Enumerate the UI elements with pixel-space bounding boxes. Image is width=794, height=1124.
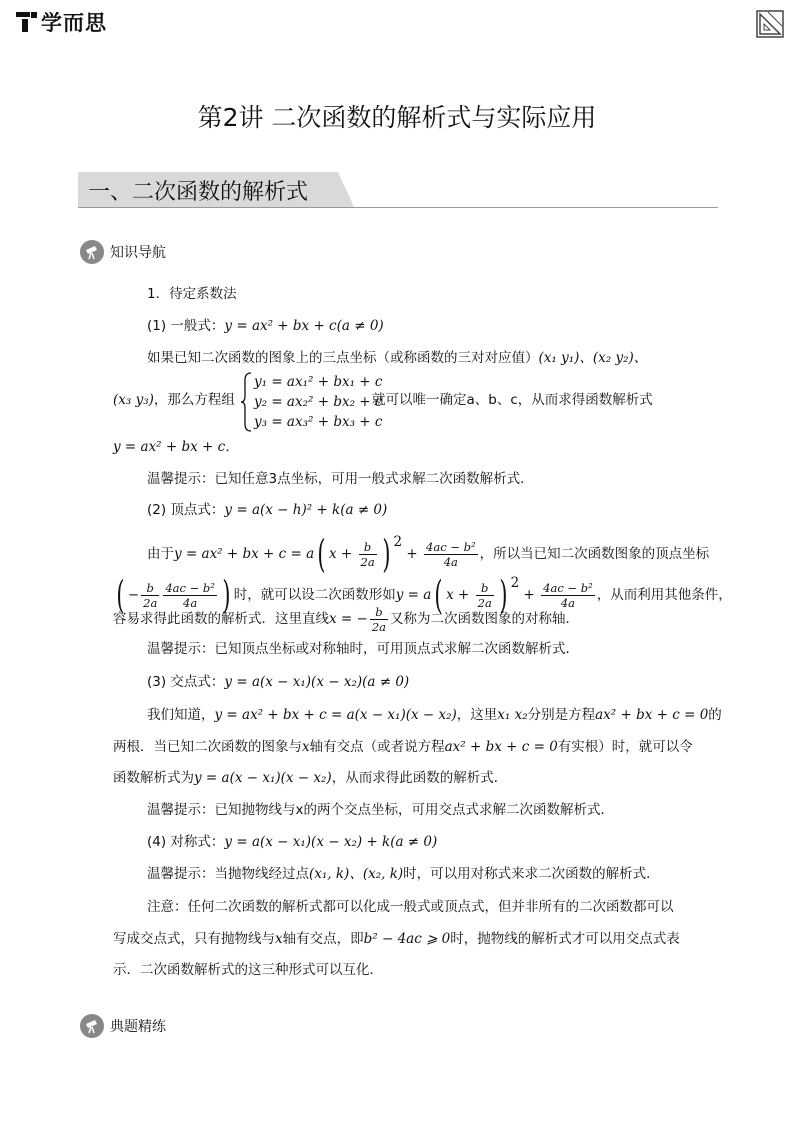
intercept-text-e: 两根．当已知二次函数的图象与 [113, 739, 302, 755]
knowledge-nav-header [80, 240, 166, 264]
corner-ruler-icon [756, 10, 784, 42]
intercept-text-c: 分别是方程 [527, 707, 596, 723]
intercept-form-line [147, 672, 409, 692]
general-form-para-2 [113, 390, 235, 410]
axis-text-prefix: 容易求得此函数的解析式．这里直线 [113, 611, 329, 627]
note-2-b: 轴有交点，即 [282, 931, 364, 947]
vertex-coordinate-suffix: ，从而利用其他条件， [596, 587, 732, 603]
intercept-text-f: 轴有交点（或者说方程 [309, 739, 445, 755]
symmetric-form-formula: y = a(x − x₁)(x − x₂) + k(a ≠ 0) [224, 834, 438, 850]
note-line-3: 示．二次函数解析式的这三种形式可以互化． [113, 962, 383, 978]
section-heading-bar [78, 170, 718, 210]
point-3: (x₃ y₃) [113, 392, 154, 408]
intercept-formula-b: y = a(x − x₁)(x − x₂) [194, 770, 332, 786]
vertex-form-label: (2) 顶点式： [147, 502, 225, 518]
intercept-form-label: (3) 交点式： [147, 674, 225, 690]
tip-2: 温馨提示：已知顶点坐标或对称轴时，可用顶点式求解二次函数解析式． [147, 641, 579, 657]
tip-4-prefix: 温馨提示：当抛物线经过点 [147, 866, 309, 882]
system-conclusion: 就可以唯一确定a、b、c，从而求得函数解析式 [372, 392, 653, 408]
item-1-heading: 1．待定系数法 [147, 286, 237, 302]
system-eq-1: y₁ = ax₁² + bx₁ + c [254, 374, 383, 390]
tip-4 [147, 864, 660, 884]
intercept-text-b: ，这里 [456, 707, 498, 723]
x-axis-var: x [302, 739, 310, 755]
intercept-formula-a: y = ax² + bx + c = a(x − x₁)(x − x₂) [214, 707, 457, 723]
brand-mark-icon [16, 10, 38, 34]
brand-logo [16, 8, 107, 36]
vertex-derivation: 由于y = ax² + bx + c = a( x + $\frac{b}{2a}$ ) $^2$ + $\frac{\text{4ac − b²}}{4a}$ ，所以当已知二次函数图象的顶点坐标 [147, 532, 710, 576]
axis-of-symmetry-line: 容易求得此函数的解析式．这里直线x = − $\frac{b}{2a}$ 又称为二次函数图象的对称轴． [113, 604, 580, 634]
examples-header [80, 1014, 166, 1038]
vertex-coordinate-text: 时，就可以设二次函数形如 [233, 587, 396, 603]
system-eq-2: y₂ = ax₂² + bx₂ + c [254, 394, 383, 410]
vertex-form-formula: y = a(x − h)² + k(a ≠ 0) [224, 502, 388, 518]
note-2-a: 写成交点式，只有抛物线与 [113, 931, 275, 947]
general-form-line [147, 316, 384, 336]
intercept-roots: x₁ x₂ [497, 707, 528, 723]
vertex-derivation-formula: y = ax² + bx + c = a [174, 546, 315, 562]
vertex-form-line [147, 500, 387, 520]
symmetric-form-label: (4) 对称式： [147, 834, 225, 850]
general-form-para-1 [147, 348, 647, 368]
system-intro-text: ，那么方程组 [153, 392, 235, 408]
intercept-text-d: 的 [708, 707, 722, 723]
tip-3: 温馨提示：已知抛物线与x的两个交点坐标，可用交点式求解二次函数解析式． [147, 802, 614, 818]
intercept-equation-2: ax² + bx + c = 0 [444, 739, 558, 755]
symmetric-form-line [147, 832, 437, 852]
examples-label: 典题精练 [110, 1019, 166, 1035]
intercept-para-2 [113, 737, 693, 757]
telescope-icon [80, 1014, 104, 1038]
knowledge-nav-label: 知识导航 [110, 245, 166, 261]
intercept-para-3 [113, 768, 507, 788]
intercept-para-1 [147, 705, 722, 725]
intercept-equation: ax² + bx + c = 0 [595, 707, 709, 723]
intercept-text-i: ，从而求得此函数的解析式． [331, 770, 508, 786]
axis-text-suffix: 又称为二次函数图象的对称轴． [390, 611, 580, 627]
discriminant-formula: b² − 4ac ⩾ 0 [363, 931, 451, 947]
note-line-2 [113, 929, 680, 949]
general-form-result [113, 437, 239, 457]
tip-4-points: (x₁, k)、(x₂, k) [309, 866, 404, 882]
intercept-text-g: 有实根）时，就可以令 [557, 739, 693, 755]
note-2-x: x [275, 931, 283, 947]
general-form-result-formula: y = ax² + bx + c． [113, 439, 239, 455]
intercept-form-formula: y = a(x − x₁)(x − x₂)(a ≠ 0) [224, 674, 410, 690]
page-title: 第2讲 二次函数的解析式与实际应用 [197, 103, 597, 132]
general-form-text: 如果已知二次函数的图象上的三点坐标（或称函数的三对对应值） [147, 350, 539, 366]
telescope-icon [80, 240, 104, 264]
vertex-coordinate-line: ( − $\frac{b}{2a}$ $\frac{\text{4ac − b²}}{4a}$ ) 时，就可以设二次函数形如y = a( x + $\frac{b}{2a}$ ) $^2$ + $\frac{\text{4ac − b²}}{4a}$ ，从而利用其他条件， [116, 573, 732, 617]
vertex-derivation-suffix: ，所以当已知二次函数图象的顶点坐标 [479, 546, 710, 562]
note-line-1: 注意：任何二次函数的解析式都可以化成一般式或顶点式，但并非所有的二次函数都可以 [147, 899, 674, 915]
intercept-text-a: 我们知道， [147, 707, 215, 723]
tip-4-suffix: 时，可以用对称式来求二次函数的解析式． [403, 866, 660, 882]
intercept-text-h: 函数解析式为 [113, 770, 194, 786]
tip-1: 温馨提示：已知任意3点坐标，可用一般式求解二次函数解析式． [147, 471, 534, 487]
section-heading: 一、二次函数的解析式 [88, 180, 309, 205]
vertex-derivation-prefix: 由于 [147, 546, 174, 562]
system-eq-3: y₃ = ax₃² + bx₃ + c [254, 414, 383, 430]
note-2-c: 时，抛物线的解析式才可以用交点式表 [450, 931, 680, 947]
general-form-label: (1) 一般式： [147, 318, 225, 334]
brand-logo-text: 学而思 [41, 11, 107, 35]
points-pair: (x₁ y₁)、(x₂ y₂)、 [538, 350, 648, 366]
general-form-formula: y = ax² + bx + c(a ≠ 0) [224, 318, 384, 334]
